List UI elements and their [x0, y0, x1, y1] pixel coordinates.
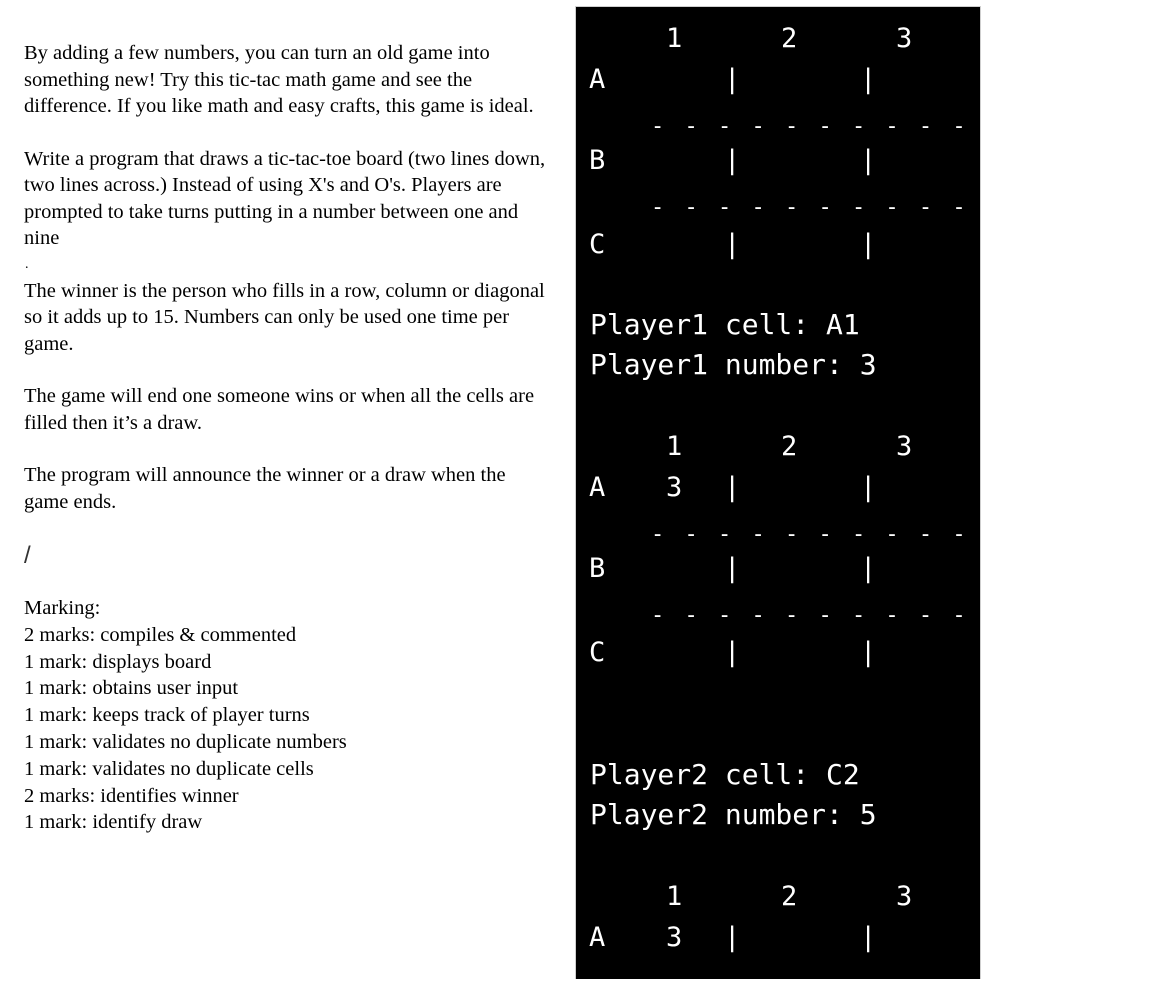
- cell: 3: [666, 472, 683, 503]
- marking-item: 2 marks: identifies winner: [24, 784, 239, 807]
- row-label: C: [589, 637, 606, 668]
- row-label: C: [589, 229, 606, 260]
- col-header: 3: [896, 881, 913, 912]
- pipe: |: [724, 229, 741, 260]
- marking-item: 1 mark: displays board: [24, 650, 212, 673]
- col-header: 2: [781, 881, 798, 912]
- announce-paragraph: The program will announce the winner or a draw when the game ends.: [24, 464, 506, 513]
- pipe: |: [860, 229, 877, 260]
- col-header: 1: [666, 23, 683, 54]
- cell: 3: [666, 922, 683, 953]
- pipe: |: [860, 145, 877, 176]
- game-end-paragraph: The game will end one someone wins or when all the cells are filled then it’s a draw.: [24, 385, 535, 434]
- row-label: A: [589, 64, 606, 95]
- col-header: 2: [781, 23, 798, 54]
- marking-item: 1 mark: validates no duplicate numbers: [24, 730, 347, 753]
- row-separator: - - - - - - - - - - - - - - - -: [651, 603, 1170, 628]
- pipe: |: [724, 922, 741, 953]
- row-separator: - - - - - - - - - - - - - - - -: [651, 195, 1170, 220]
- marking-item: 1 mark: keeps track of player turns: [24, 704, 310, 727]
- pipe: |: [724, 145, 741, 176]
- winner-rules-paragraph: The winner is the person who fills in a row, column or diagonal so it adds up to 15. Numbers can only be used one time per game.: [24, 279, 545, 355]
- player1-number-prompt: Player1 number: 3: [590, 348, 877, 381]
- row-separator: - - - - - - - - - - - - - - - -: [651, 972, 1170, 997]
- pipe: |: [860, 553, 877, 584]
- pipe: |: [860, 472, 877, 503]
- intro-paragraph: By adding a few numbers, you can turn an old game into something new! Try this tic-tac math game and see the difference. If you like math and easy crafts, this game is ideal.: [24, 42, 534, 117]
- pipe: |: [724, 553, 741, 584]
- row-label: A: [589, 472, 606, 503]
- marking-heading: Marking:: [24, 597, 101, 619]
- pipe: |: [724, 637, 741, 668]
- stray-slash: /: [24, 542, 31, 569]
- row-separator: - - - - - - - - - - - - - - - -: [651, 522, 1170, 547]
- pipe: |: [860, 922, 877, 953]
- marking-item: 1 mark: obtains user input: [24, 677, 239, 700]
- player1-cell-prompt: Player1 cell: A1: [590, 308, 860, 341]
- marking-item: 1 mark: identify draw: [24, 811, 203, 834]
- col-header: 3: [896, 431, 913, 462]
- pipe: |: [860, 64, 877, 95]
- pipe: |: [724, 472, 741, 503]
- pipe: |: [724, 64, 741, 95]
- console-output: [575, 6, 1170, 997]
- col-header: 3: [896, 23, 913, 54]
- col-header: 2: [781, 431, 798, 462]
- row-separator: - - - - - - - - - - - - - - - -: [651, 114, 1170, 139]
- marking-list: [24, 595, 554, 836]
- assignment-text: [24, 40, 554, 836]
- stray-dot: .: [25, 256, 29, 272]
- marking-item: 2 marks: compiles & commented: [24, 623, 297, 646]
- row-label: B: [589, 553, 606, 584]
- row-label: A: [589, 922, 606, 953]
- player2-number-prompt: Player2 number: 5: [590, 798, 877, 831]
- col-header: 1: [666, 881, 683, 912]
- marking-item: 1 mark: validates no duplicate cells: [24, 757, 314, 780]
- player2-cell-prompt: Player2 cell: C2: [590, 758, 860, 791]
- instructions-paragraph: Write a program that draws a tic-tac-toe board (two lines down, two lines across.) Instead of using X's and O's. Players are prompted to take turns putting in a number between one and nine: [24, 147, 546, 249]
- row-label: B: [589, 145, 606, 176]
- col-header: 1: [666, 431, 683, 462]
- pipe: |: [860, 637, 877, 668]
